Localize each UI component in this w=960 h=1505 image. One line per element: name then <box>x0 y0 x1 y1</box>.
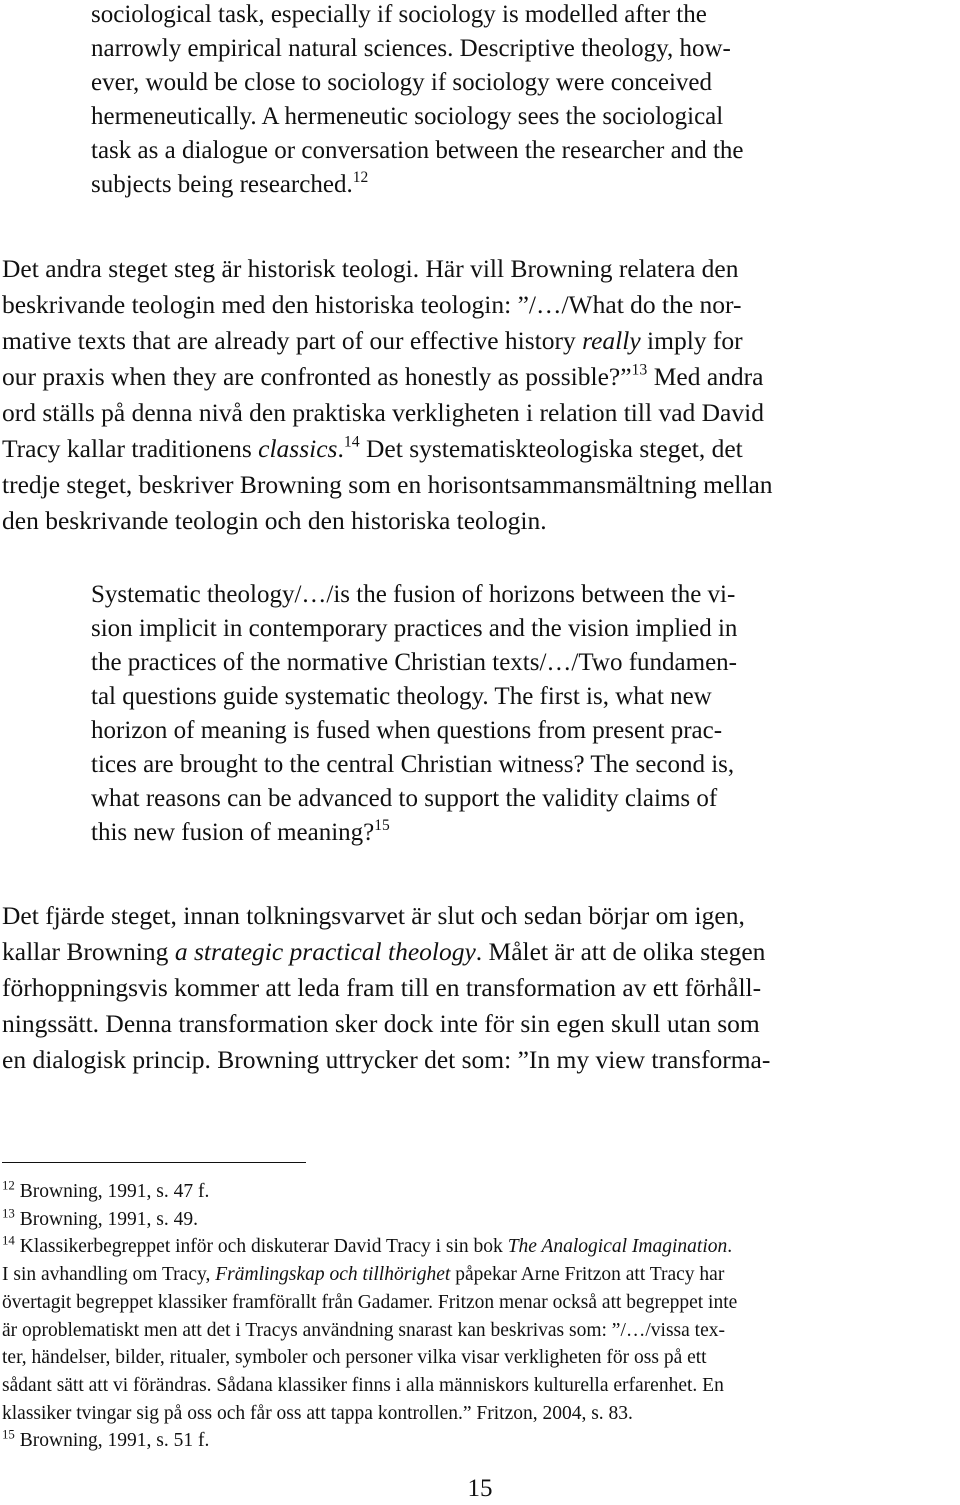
line-text: . <box>337 434 344 463</box>
footnote-line: övertagit begreppet klassiker framförallt från Gadamer. Fritzon menar också att begreppet inte <box>2 1291 738 1313</box>
text-line <box>2 359 956 395</box>
emphasis-text: a strategic practical theology <box>174 937 476 966</box>
text-line <box>91 816 867 850</box>
footnote-line: ter, händelser, bilder, ritualer, symboler och personer vilka visar verkligheten för oss på ett <box>2 1347 707 1369</box>
footnote-number: 13 <box>2 1205 15 1220</box>
text-line <box>2 431 956 467</box>
text-line: beskrivande teologin med den historiska teologin: ”/…/What do the nor- <box>2 290 742 319</box>
line-text: mative texts that are already part of our effective history <box>2 326 583 355</box>
text-line: ningssätt. Denna transformation sker dock inte för sin egen skull utan som <box>2 1009 760 1038</box>
text-line: Det andra steget steg är historisk teologi. Här vill Browning relatera den <box>2 254 739 283</box>
footnote-line: är oproblematiskt men att det i Tracys användning snarast kan beskrivas som: ”/…/vissa tex- <box>2 1319 725 1341</box>
text-line: narrowly empirical natural sciences. Descriptive theology, how- <box>91 35 731 62</box>
paragraph-fjarde-steget <box>2 898 956 1078</box>
block-quote-systematic <box>91 578 867 850</box>
text-line: sociological task, especially if sociology is modelled after the <box>91 1 707 28</box>
text-line <box>2 934 956 970</box>
footnote-separator <box>2 1162 306 1163</box>
line-text: kallar Browning <box>2 937 175 966</box>
line-text: imply for <box>640 326 743 355</box>
footnote-ref-13: 13 <box>631 361 648 379</box>
line-text: our praxis when they are confronted as honestly as possible?” <box>2 362 632 391</box>
footnote-text: Browning, 1991, s. 47 f. <box>14 1181 210 1202</box>
footnote-text: Browning, 1991, s. 49. <box>14 1208 198 1230</box>
footnote-line <box>2 1233 956 1261</box>
footnote-13 <box>2 1206 956 1234</box>
footnotes <box>2 1178 956 1455</box>
line-text: Med andra <box>647 362 764 391</box>
text-line: the practices of the normative Christian texts/…/Two fundamen- <box>91 649 737 676</box>
block-quote-top <box>91 0 867 202</box>
footnote-ref-15: 15 <box>374 816 390 834</box>
footnote-12 <box>2 1178 956 1206</box>
footnote-number: 12 <box>2 1178 15 1193</box>
line-text: Det systematiskteologiska steget, det <box>359 434 743 463</box>
footnote-ref-12: 12 <box>352 168 369 186</box>
text-line <box>91 168 867 202</box>
footnote-number: 14 <box>2 1233 15 1248</box>
footnote-line: klassiker tvingar sig på oss och får oss att tappa kontrollen.” Fritzon, 2004, s. 83. <box>2 1402 633 1424</box>
text-line: what reasons can be advanced to support the validity claims of <box>91 785 718 812</box>
footnote-number: 15 <box>2 1427 15 1442</box>
text-line: den beskrivande teologin och den historiska teologin. <box>2 506 547 535</box>
footnote-text: Klassikerbegreppet inför och diskuterar David Tracy i sin bok <box>14 1236 508 1258</box>
footnote-line <box>2 1261 956 1289</box>
text-line: tices are brought to the central Christian witness? The second is, <box>91 751 735 778</box>
text-line: Systematic theology/…/is the fusion of horizons between the vi- <box>91 581 736 608</box>
footnote-15 <box>2 1427 956 1455</box>
text-line <box>2 323 956 359</box>
text-line: Det fjärde steget, innan tolkningsvarvet är slut och sedan börjar om igen, <box>2 901 745 930</box>
footnote-ref-14: 14 <box>343 433 360 451</box>
footnote-text: . <box>727 1236 733 1258</box>
text-line: ord ställs på denna nivå den praktiska verkligheten i relation till vad David <box>2 398 764 427</box>
footnote-text: Browning, 1991, s. 51 f. <box>14 1430 210 1452</box>
line-text: Tracy kallar traditionens <box>2 434 259 463</box>
paragraph-historisk-teologi <box>2 251 956 539</box>
book-title: The Analogical Imagination <box>507 1236 728 1258</box>
footnote-14 <box>2 1233 956 1427</box>
text-line: en dialogisk princip. Browning uttrycker det som: ”In my view transforma- <box>2 1045 771 1074</box>
text-line: tredje steget, beskriver Browning som en horisontsammansmältning mellan <box>2 470 773 499</box>
footnote-text: påpekar Arne Fritzon att Tracy har <box>450 1264 725 1286</box>
text-line: hermeneutically. A hermeneutic sociology sees the sociological <box>91 103 724 130</box>
book-title: Främlingskap och tillhörighet <box>215 1264 451 1286</box>
line-text: this new fusion of meaning? <box>91 819 375 846</box>
footnote-text: I sin avhandling om Tracy, <box>2 1264 216 1286</box>
line-text: . Målet är att de olika stegen <box>475 937 766 966</box>
text-line: tal questions guide systematic theology. The first is, what new <box>91 683 712 710</box>
emphasis-text: really <box>582 326 641 355</box>
footnote-line: sådant sätt att vi förändras. Sådana klassiker finns i alla människors kulturella erfarenhet. En <box>2 1374 724 1396</box>
text-line: task as a dialogue or conversation between the researcher and the <box>91 137 744 164</box>
text-line: sion implicit in contemporary practices and the vision implied in <box>91 615 738 642</box>
emphasis-text: classics <box>258 434 338 463</box>
text-line: ever, would be close to sociology if sociology were conceived <box>91 69 713 96</box>
text-line: förhoppningsvis kommer att leda fram till en transformation av ett förhåll- <box>2 973 762 1002</box>
line-text: subjects being researched. <box>91 171 353 198</box>
page-number: 15 <box>467 1475 493 1502</box>
text-line: horizon of meaning is fused when questions from present prac- <box>91 717 723 744</box>
